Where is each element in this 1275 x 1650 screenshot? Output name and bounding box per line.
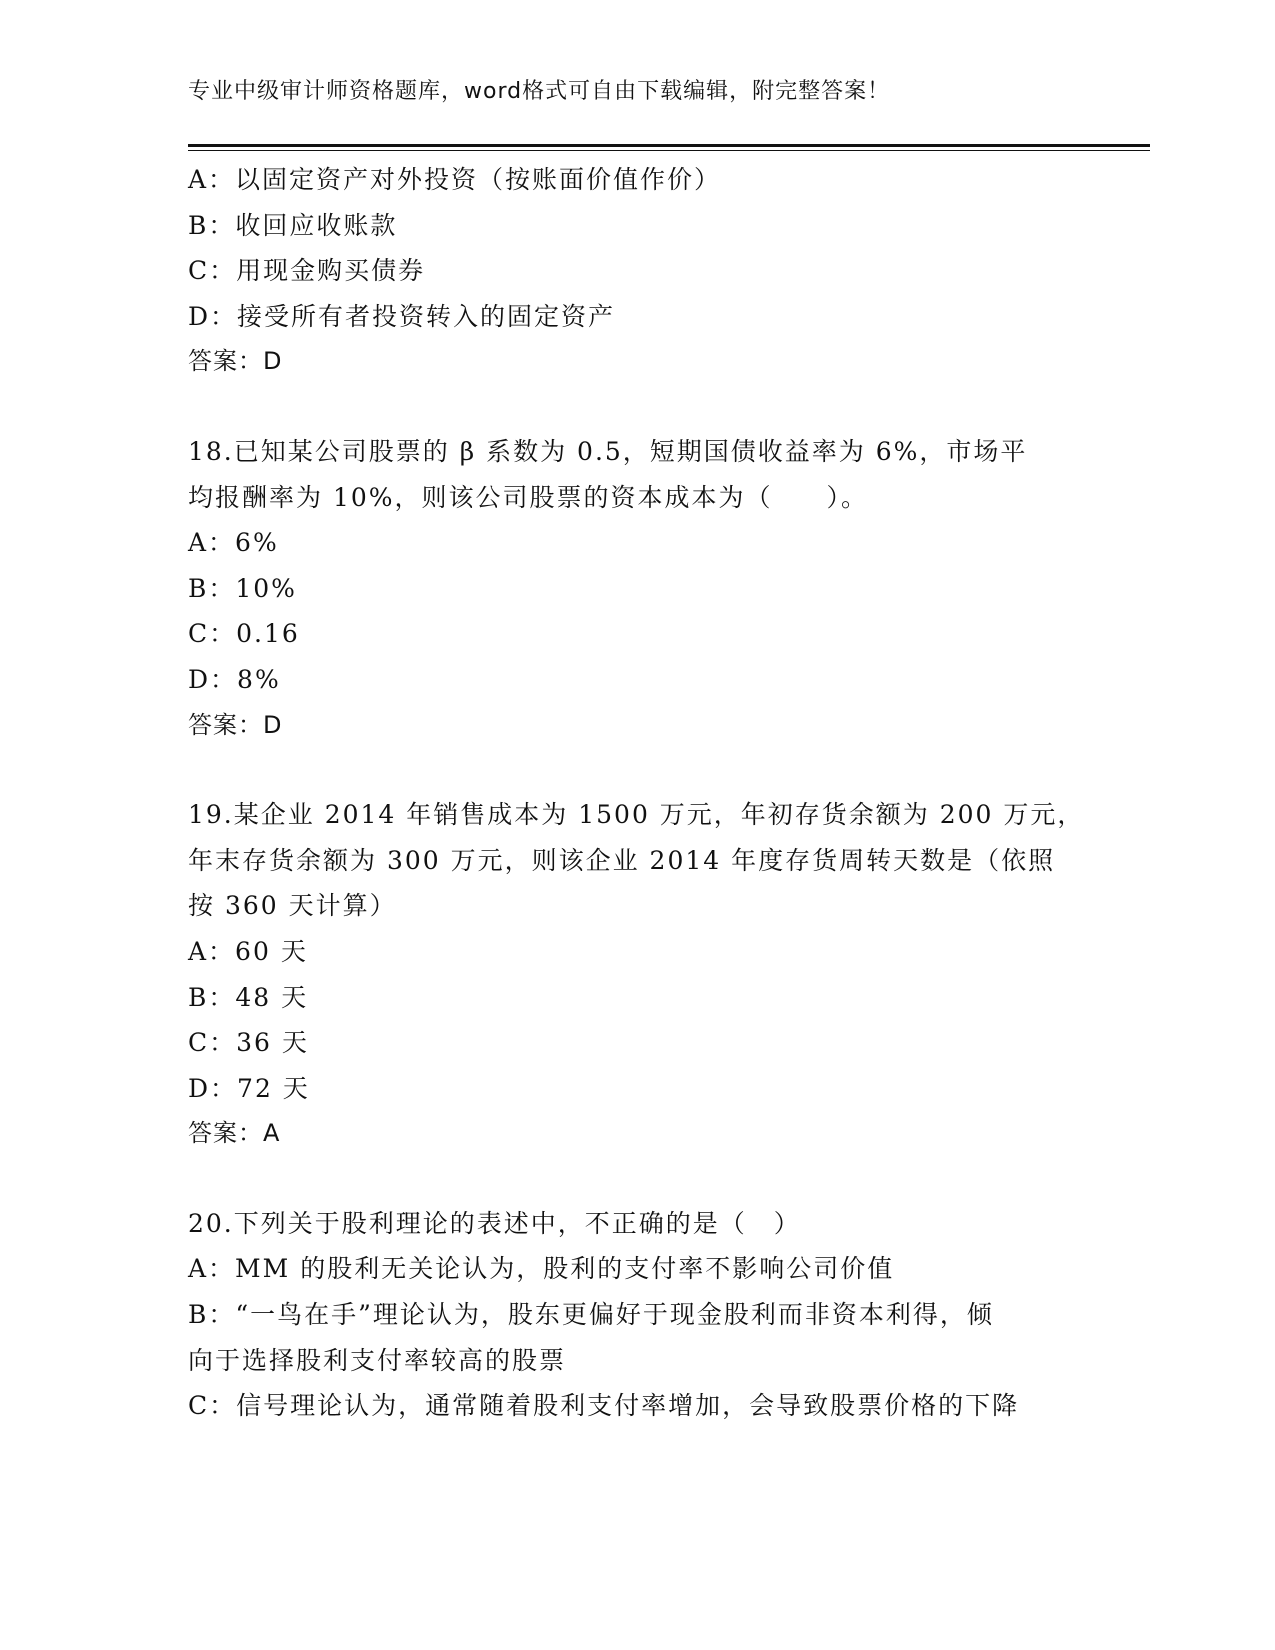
option-b: B：48 天: [188, 982, 309, 1012]
question-stem-line: 19.某企业 2014 年销售成本为 1500 万元，年初存货余额为 200 万元，: [188, 800, 1085, 830]
option-b-continued: 向于选择股利支付率较高的股票: [188, 1345, 567, 1375]
option-b: B：“一鸟在手”理论认为，股东更偏好于现金股利而非资本利得，倾: [188, 1300, 994, 1330]
question-stem-line: 18.已知某公司股票的 β 系数为 0.5，短期国债收益率为 6%，市场平: [188, 436, 1028, 466]
question-stem-line: 按 360 天计算）: [188, 891, 397, 921]
option-c: C：信号理论认为，通常随着股利支付率增加，会导致股票价格的下降: [188, 1391, 1020, 1421]
option-c: C：用现金购买债券: [188, 256, 426, 286]
question-18: [188, 429, 1088, 748]
question-stem-line: 均报酬率为 10%，则该公司股票的资本成本为（ ）。: [188, 482, 869, 512]
question-17: [188, 157, 1088, 385]
option-b: B：收回应收账款: [188, 210, 398, 240]
option-a: A：以固定资产对外投资（按账面价值作价）: [188, 165, 722, 194]
option-d: D：8%: [188, 664, 281, 694]
answer: 答案：D: [188, 710, 283, 739]
question-content: [188, 157, 1088, 1429]
page-header: 专业中级审计师资格题库，word格式可自由下载编辑，附完整答案！: [188, 79, 891, 104]
option-a: A：6%: [188, 528, 279, 558]
option-a: A：60 天: [188, 936, 308, 966]
answer: 答案：A: [188, 1119, 281, 1148]
option-c: C：36 天: [188, 1028, 309, 1058]
option-d: D：接受所有者投资转入的固定资产: [188, 301, 616, 331]
option-b: B：10%: [188, 573, 297, 603]
answer: 答案：D: [188, 347, 283, 376]
question-stem-line: 年末存货余额为 300 万元，则该企业 2014 年度存货周转天数是（依照: [188, 845, 1056, 875]
header-rule-thin: [188, 150, 1150, 151]
option-a: A：MM 的股利无关论认为，股利的支付率不影响公司价值: [188, 1254, 895, 1284]
question-stem-line: 20.下列关于股利理论的表述中，不正确的是（ ）: [188, 1208, 801, 1238]
option-d: D：72 天: [188, 1073, 310, 1103]
question-19: [188, 792, 1088, 1157]
option-c: C：0.16: [188, 619, 300, 649]
question-20: [188, 1201, 1088, 1429]
header-rule-thick: [188, 144, 1150, 147]
